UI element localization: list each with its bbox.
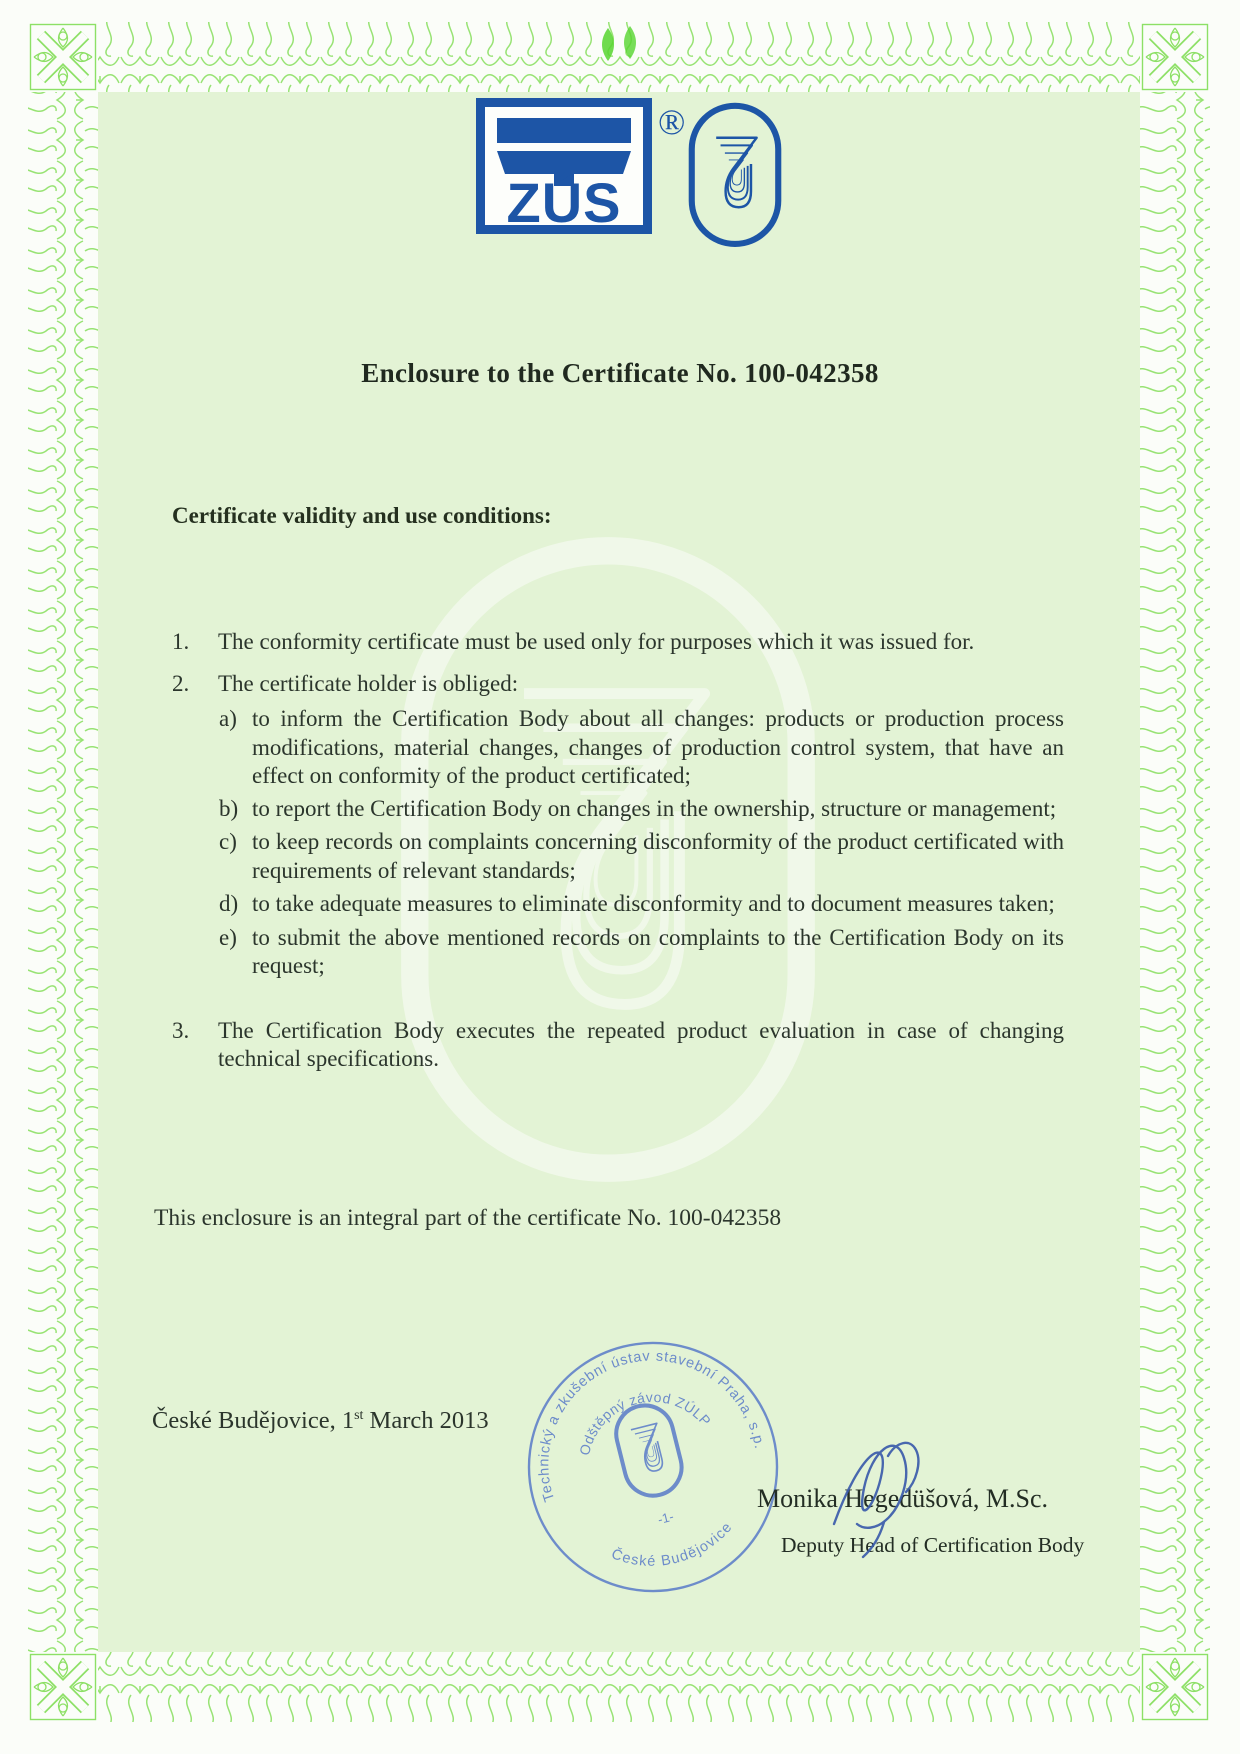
stamp-number: -1- (656, 1508, 676, 1528)
subitem-text: to take adequate measures to eliminate disconformity and to document measures taken; (252, 891, 1055, 916)
date-line (152, 1407, 489, 1435)
signature-scribble (826, 1426, 996, 1566)
item-number: 1. (172, 629, 190, 654)
list-item (172, 1017, 1064, 1074)
date-day: 1 (335, 1407, 355, 1434)
stamp-emblem-icon (610, 1399, 687, 1501)
stamp-bottom-text: České Budějovice (609, 1518, 736, 1570)
registered-trademark-icon: ® (658, 102, 686, 142)
stamp-inner-text: Odštěpný závod ZÚLP (576, 1388, 715, 1457)
zus-oval-emblem-icon (692, 106, 778, 244)
subitem-text: to report the Certification Body on changes in the ownership, structure or management; (252, 795, 1057, 821)
subitem-letter: b) (219, 795, 239, 821)
subitem-text: to submit the above mentioned records on complaints to the Certification Body on its request; (252, 924, 1064, 978)
signatory-name: Monika Hegedüšová, M.Sc. (757, 1484, 1049, 1513)
list-subitem (219, 828, 1064, 885)
date-rest: March 2013 (363, 1407, 489, 1434)
signatory-title: Deputy Head of Certification Body (781, 1533, 1085, 1557)
item-text: The Certification Body executes the repeated product evaluation in case of changing technical specifications. (218, 1017, 1064, 1071)
list-item (172, 628, 1064, 657)
item-number: 2. (172, 670, 190, 696)
subitem-letter: d) (219, 891, 239, 916)
list-subitem (219, 924, 1064, 981)
subitem-letter: a) (219, 706, 237, 731)
date-ordinal: st (354, 1407, 364, 1423)
stamp-outer-text: Technický a zkušební ústav stavební Praha, s.p. (536, 1348, 768, 1504)
item-text: The conformity certificate must be used only for purposes which it was issued for. (218, 629, 975, 654)
round-stamp (510, 1322, 810, 1622)
list-subitem (219, 890, 1064, 919)
page-title: Enclosure to the Certificate No. 100-042358 (361, 358, 879, 388)
section-heading: Certificate validity and use conditions: (172, 503, 552, 528)
list-subitem (219, 795, 1064, 824)
date-place: České Budějovice, (152, 1407, 336, 1434)
conditions-list (172, 628, 1064, 1074)
zus-square-logo (481, 103, 648, 235)
integral-note: This enclosure is an integral part of the certificate No. 100-042358 (154, 1205, 782, 1231)
subitem-letter: e) (219, 924, 237, 950)
subitem-text: to keep records on complaints concerning disconformity of the product certificated with requirements of relevant standards; (252, 829, 1064, 883)
subitem-letter: c) (219, 829, 237, 854)
zus-logo-text: ZÚS (506, 171, 622, 234)
list-item (172, 670, 1064, 699)
subitem-text: to inform the Certification Body about all changes: products or production process modifications, material changes, changes of production control system, that have an effect on conformity of the product certificated; (252, 706, 1064, 788)
item-text: The certificate holder is obliged: (218, 670, 519, 696)
item-number: 3. (172, 1017, 190, 1043)
list-subitem (219, 705, 1064, 791)
zus-logo-group (476, 96, 786, 254)
